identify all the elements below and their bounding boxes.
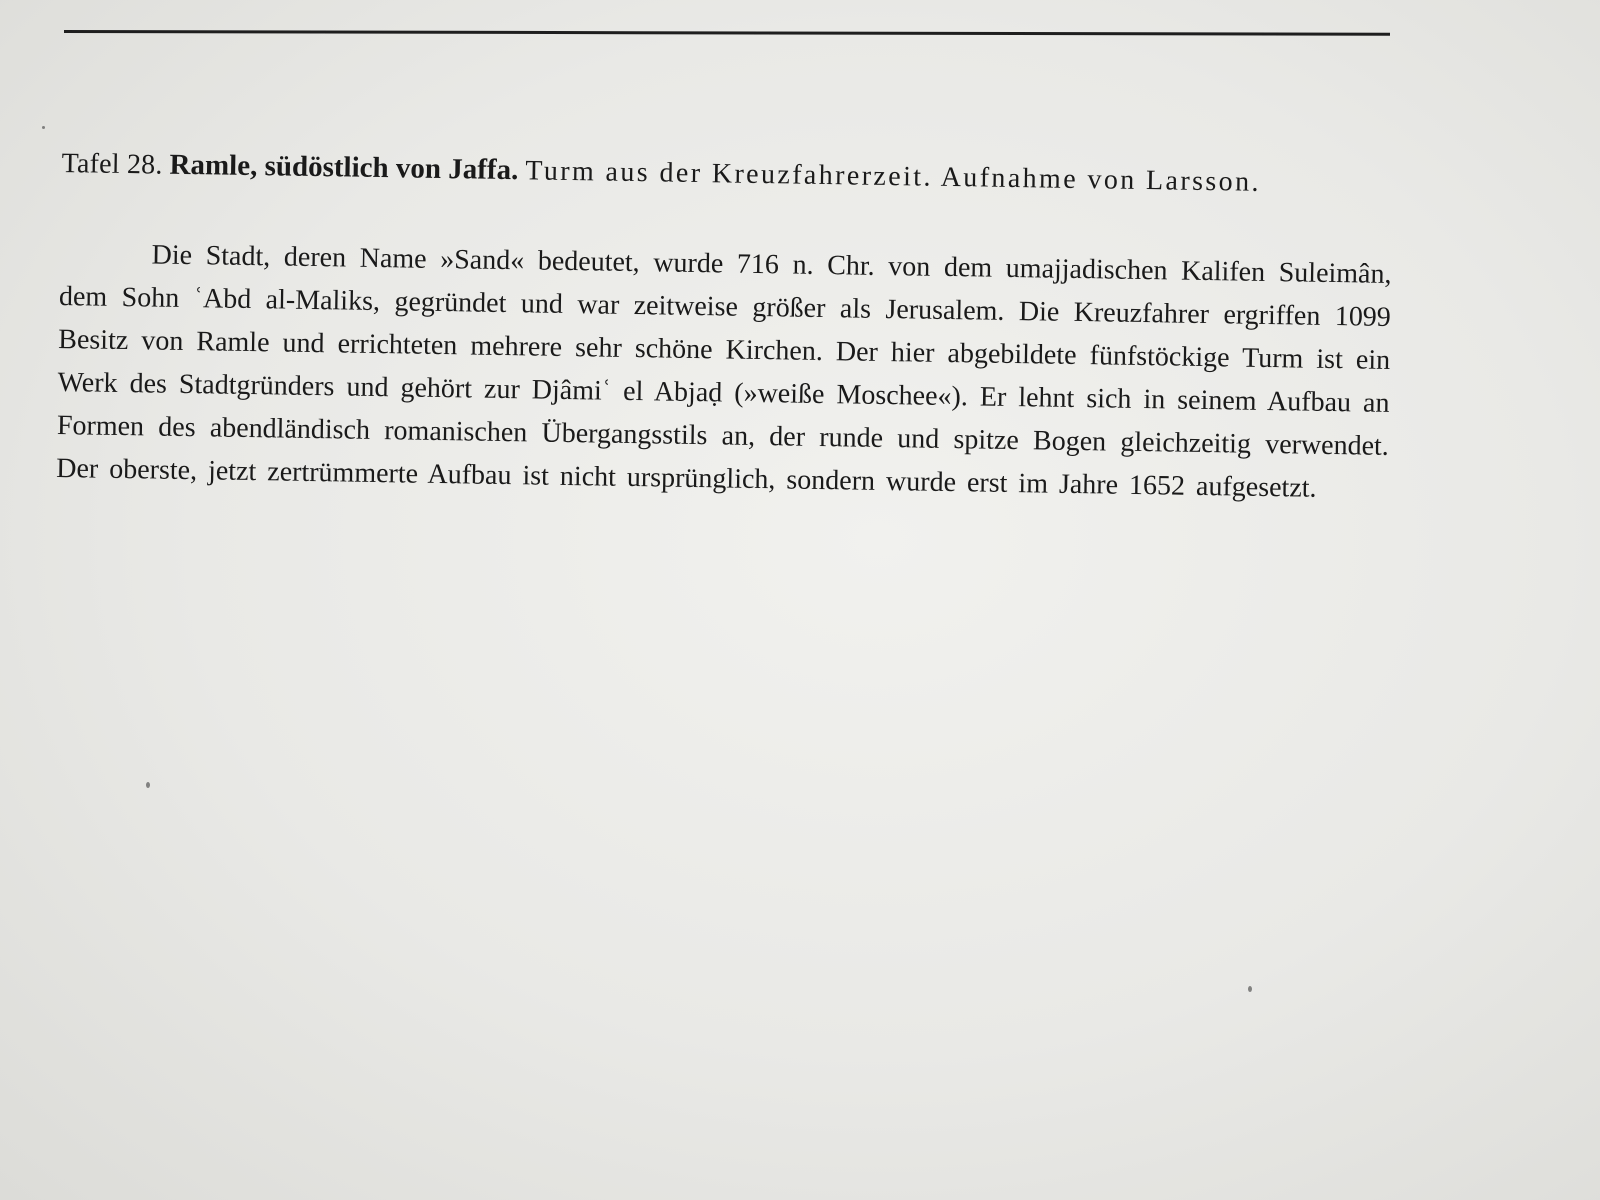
body-paragraph: Die Stadt, deren Name »Sand« bedeutet, wurde 716 n. Chr. von dem umajjadischen Kalifen Suleimân, dem Sohn ʿAbd al-Maliks, gegründet und war zeitweise größer als Jerusalem. Die Kreuzfahrer ergriffen 1099 Besitz von Ramle und errichteten mehrere sehr schöne Kirchen. Der hier abgebildete fünfstöckige Turm ist ein Werk des Stadtgründers und gehört zur Djâmiʿ el Abjaḍ (»weiße Moschee«). Er lehnt sich in seinem Aufbau an Formen des abendländisch romanischen Übergangsstils an, der runde und spitze Bogen gleichzeitig verwendet. Der oberste, jetzt zertrümmerte Aufbau ist nicht ursprünglich, sondern wurde erst im Jahre 1652 aufgesetzt. <box>56 239 1392 504</box>
paper-speck <box>1248 986 1252 992</box>
paper-speck <box>42 126 45 129</box>
plate-description: Turm aus der Kreuzfahrerzeit. Aufnahme von Larsson. <box>525 155 1262 198</box>
paper-speck <box>146 782 150 788</box>
top-rule <box>64 30 1390 36</box>
plate-number: Tafel 28. <box>61 147 163 181</box>
plate-caption <box>61 142 1428 206</box>
plate-place-title: Ramle, südöstlich von Jaffa. <box>169 148 519 187</box>
